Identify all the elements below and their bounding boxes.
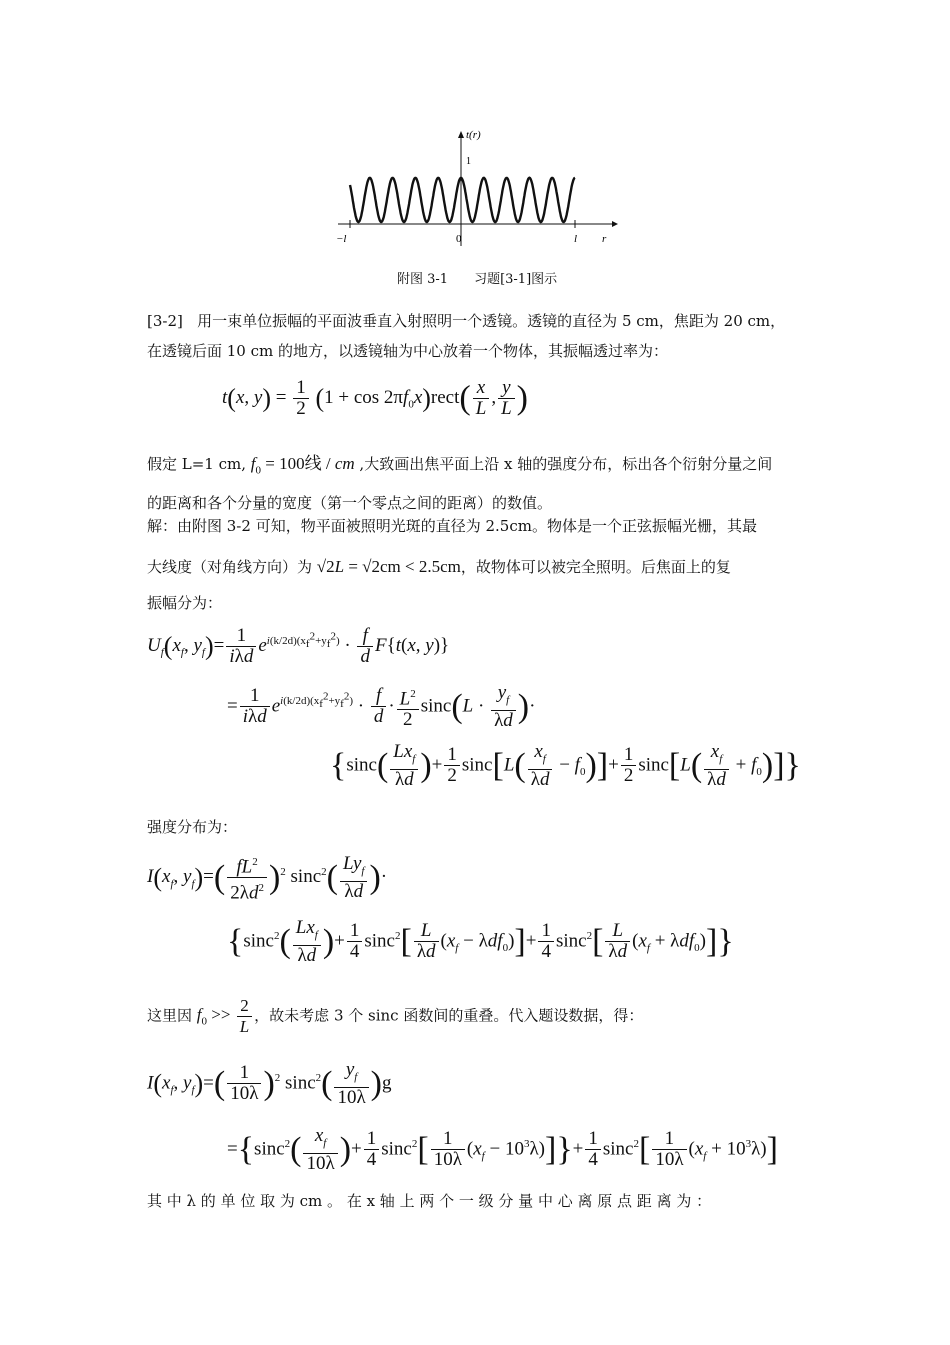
solution-text-2b: ，故物体可以被完全照明。后焦面上的复 xyxy=(460,558,731,576)
overlap-line: 这里因 $f_0$ >> $\frac{2}{L}$ ，故未考虑 3 个 sinc 函数间的重叠。代入题设数据，得： xyxy=(147,996,644,1036)
overlap-text-a: 这里因 xyxy=(147,1006,197,1025)
equation-intensity-1: $I(x_f$, $y_f)=$( $\frac{fL^2}{2\lambda d^2}$ )$^2$ sinc$^2$( $\frac{Ly_f}{\lambda d}$ )· xyxy=(147,852,388,904)
y-axis-arrow xyxy=(458,131,464,138)
intensity-intro: 强度分布为： xyxy=(147,818,238,836)
x-right-label: l xyxy=(574,233,578,245)
equation-intensity-2: {sinc$^2$( $\frac{Lx_f}{\lambda d}$ )+ $\frac{1}{4}$ sinc$^2$[ $\frac{L}{\lambda d}$ $(x_f - \lambda df_0)]+$ $\frac{1}{4}$ sinc$^2$[ $\frac{L}{\lambda d}$ $(x_f + \lambda df_0)$]} xyxy=(227,917,734,966)
problem-line-2: 在透镜后面 10 cm 的地方，以透镜轴为中心放着一个物体，其振幅透过率为： xyxy=(147,342,669,360)
last-line: 其 中 λ 的 单 位 取 为 cm 。 在 x 轴 上 两 个 一 级 分 量 中 心 离 原 点 距 离 为 ： xyxy=(147,1192,712,1210)
assume-line-2: 的距离和各个分量的宽度（第一个零点之间的距离）的数值。 xyxy=(147,494,553,512)
figure-plot xyxy=(330,120,620,260)
overlap-text-b: ，故未考虑 3 个 sinc 函数间的重叠。代入题设数据，得： xyxy=(254,1006,644,1025)
x-zero-label: 0 xyxy=(456,233,462,245)
assume-text-a: 假定 L=1 cm, xyxy=(147,455,251,473)
solution-line-1: 解：由附图 3-2 可知，物平面被照明光斑的直径为 2.5cm。物体是一个正弦振幅光栅，其最 xyxy=(147,517,757,535)
solution-line-3: 振幅分为： xyxy=(147,594,223,612)
tick-one-label: 1 xyxy=(466,156,471,167)
equation-transmittance: t(x, y) = $\frac{1}{2}$ $(1 + \cos 2\pi f_0x)rect$( $\frac{x}{L}$ , $\frac{y}{L}$ ) xyxy=(222,377,528,419)
problem-line-1 xyxy=(147,310,785,332)
figure-caption: 附图 3-1 习题[3-1]图示 xyxy=(397,272,558,287)
solution-line-2: 大线度（对角线方向）为 √2L = √2cm < 2.5cm，故物体可以被完全照明。后焦面上的复 xyxy=(147,557,731,576)
assume-line: 假定 L=1 cm, $f_0 = 100$线 / cm ,大致画出焦平面上沿 x 轴的强度分布，标出各个衍射分量之间 xyxy=(147,454,773,477)
waveform-curve xyxy=(350,178,575,222)
problem-text-1: 用一束单位振幅的平面波垂直入射照明一个透镜。透镜的直径为 5 cm，焦距为 20 cm， xyxy=(197,312,786,330)
x-axis-label: r xyxy=(602,233,607,245)
solution-text-2a: 大线度（对角线方向）为 xyxy=(147,558,317,576)
equation-amplitude-3: {sinc( $\frac{Lx_f}{\lambda d}$ )+ $\frac{1}{2}$ sinc[L( $\frac{x_f}{\lambda d}$ − $f_0)]+$ $\frac{1}{2}$ sinc[L( $\frac{x_f}{\lambda d}$ + $f_0$)]} xyxy=(330,741,801,790)
equation-substituted-1: $I(x_f$, $y_f)=$( $\frac{1}{10\lambda}$ )$^2$ sinc$^2$( $\frac{y_f}{10\lambda}$ )g xyxy=(147,1059,392,1108)
y-axis-label: t(r) xyxy=(466,129,481,141)
x-axis-arrow xyxy=(612,221,618,227)
equation-amplitude-2: = $\frac{1}{\text{iλd}}$ $e^{i(k/2d)(x_f^2+y_f^2)}$ · $\frac{f}{d}$ · $\frac{L^2}{2}$ sinc(L · $\frac{y_f}{\lambda d}$ )· xyxy=(227,682,536,731)
problem-number: [3-2] xyxy=(147,312,183,330)
assume-text-b: ,大致画出焦平面上沿 x 轴的强度分布，标出各个衍射分量之间 xyxy=(354,455,773,473)
equation-amplitude-1: $U_f(x_f$, $y_f)=$ $\frac{1}{\text{iλd}}$ $e^{i(k/2d)(x_f^2+y_f^2)}$ · $\frac{f}{d}$ F{t(x, y)} xyxy=(147,625,450,667)
equation-substituted-2: ={sinc$^2$( $\frac{x_f}{10\lambda}$ )+ $\frac{1}{4}$ sinc$^2$[ $\frac{1}{10\lambda}$ $(x_f - 10^3\lambda)]\}+$ $\frac{1}{4}$ sinc$^2$[ $\frac{1}{10\lambda}$ $(x_f + 10^3\lambda)$] xyxy=(227,1125,778,1174)
x-left-label: −l xyxy=(336,233,347,245)
